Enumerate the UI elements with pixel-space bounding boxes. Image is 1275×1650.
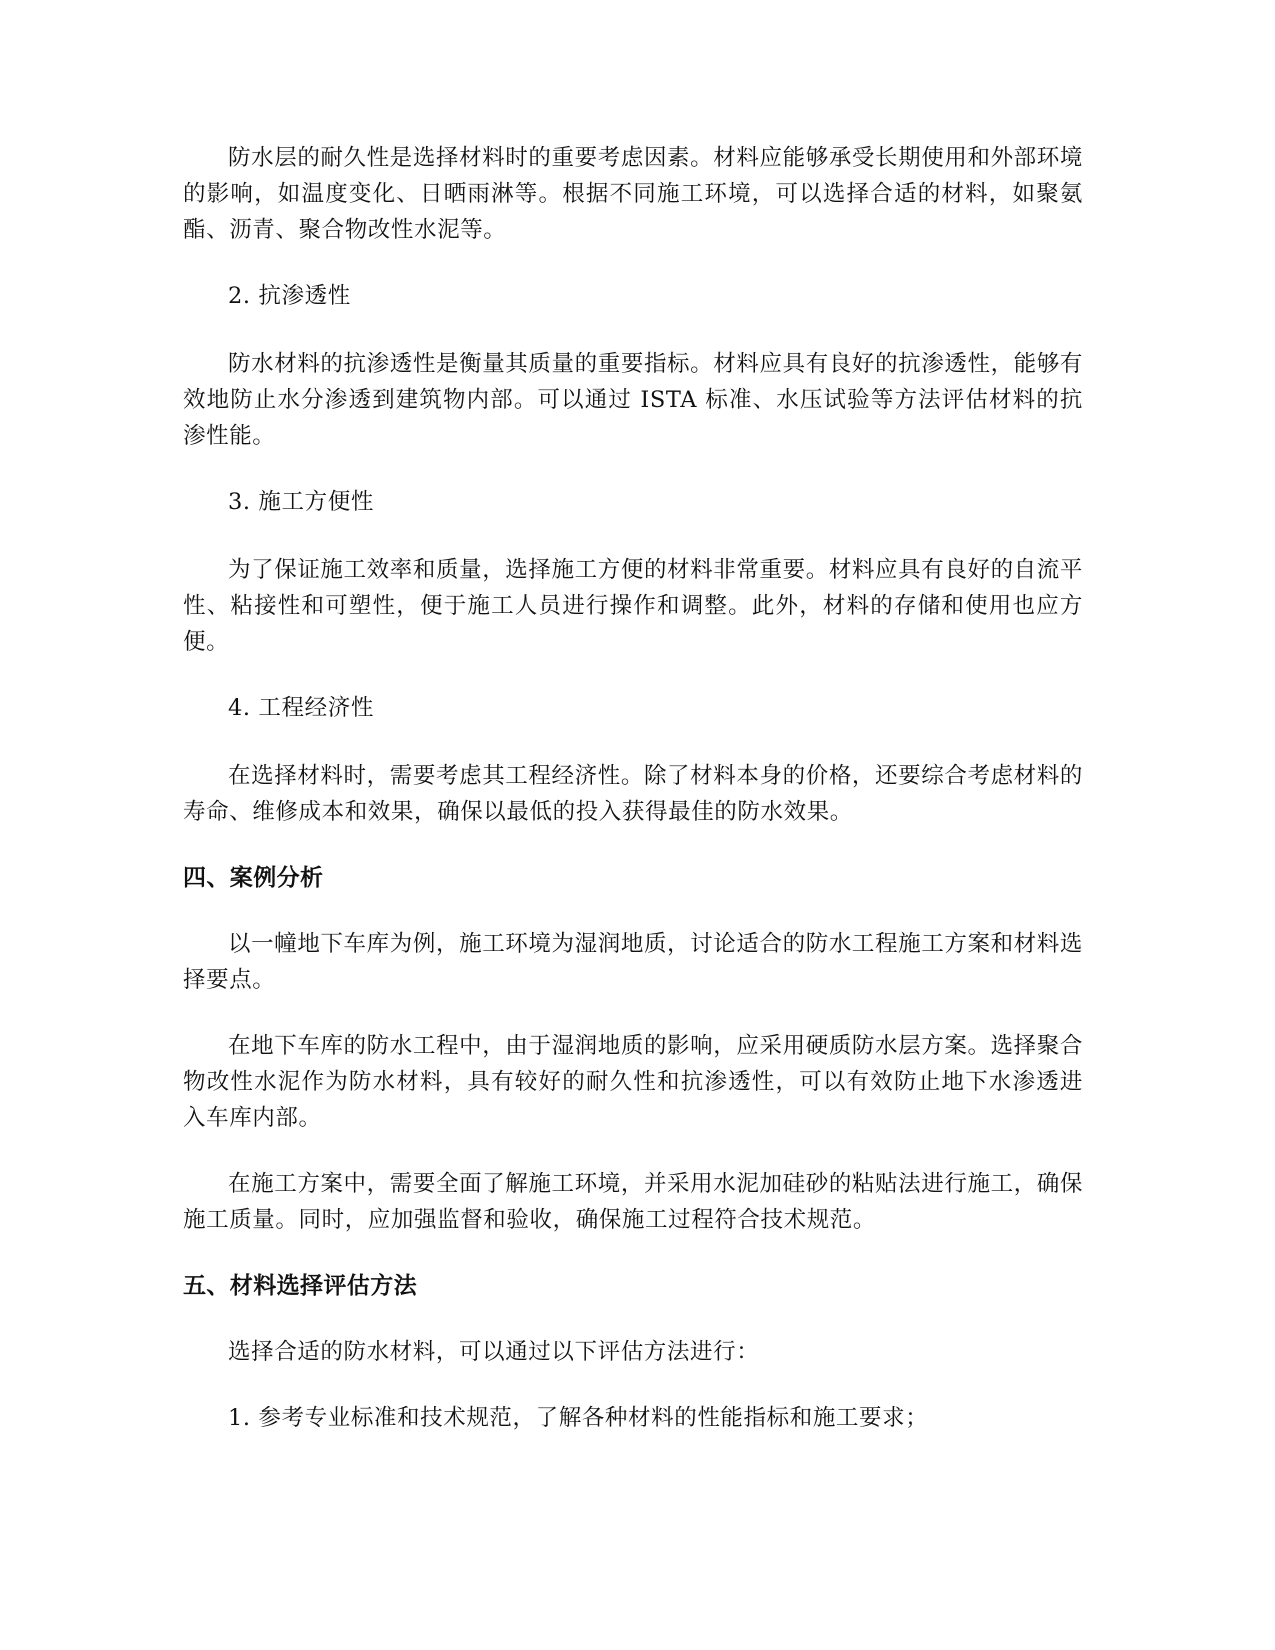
paragraph-construction-convenience: 为了保证施工效率和质量，选择施工方便的材料非常重要。材料应具有良好的自流平性、粘接性和可塑性，便于施工人员进行操作和调整。此外，材料的存储和使用也应方便。 xyxy=(183,557,1083,655)
heading-evaluation-methods: 五、材料选择评估方法 xyxy=(183,1273,417,1299)
document-body xyxy=(183,140,1083,1468)
paragraph-case-material: 在地下车库的防水工程中，由于湿润地质的影响，应采用硬质防水层方案。选择聚合物改性水泥作为防水材料，具有较好的耐久性和抗渗透性，可以有效防止地下水渗透进入车库内部。 xyxy=(183,1033,1083,1131)
paragraph-impermeability: 防水材料的抗渗透性是衡量其质量的重要指标。材料应具有良好的抗渗透性，能够有效地防止水分渗透到建筑物内部。可以通过 ISTA 标准、水压试验等方法评估材料的抗渗性能。 xyxy=(183,351,1083,449)
list-item-construction-convenience: 3. 施工方便性 xyxy=(228,489,374,515)
paragraph-case-construction: 在施工方案中，需要全面了解施工环境，并采用水泥加硅砂的粘贴法进行施工，确保施工质量。同时，应加强监督和验收，确保施工过程符合技术规范。 xyxy=(183,1171,1083,1233)
paragraph-case-intro: 以一幢地下车库为例，施工环境为湿润地质，讨论适合的防水工程施工方案和材料选择要点。 xyxy=(183,931,1083,993)
list-item-impermeability: 2. 抗渗透性 xyxy=(228,283,351,309)
paragraph-durability: 防水层的耐久性是选择材料时的重要考虑因素。材料应能够承受长期使用和外部环境的影响，如温度变化、日晒雨淋等。根据不同施工环境，可以选择合适的材料，如聚氨酯、沥青、聚合物改性水泥等。 xyxy=(183,145,1083,243)
paragraph-economy: 在选择材料时，需要考虑其工程经济性。除了材料本身的价格，还要综合考虑材料的寿命、维修成本和效果，确保以最低的投入获得最佳的防水效果。 xyxy=(183,763,1083,825)
list-item-economy: 4. 工程经济性 xyxy=(228,695,374,721)
heading-case-study: 四、案例分析 xyxy=(183,865,324,891)
list-item-standards: 1. 参考专业标准和技术规范，了解各种材料的性能指标和施工要求； xyxy=(228,1405,929,1431)
paragraph-evaluation-intro: 选择合适的防水材料，可以通过以下评估方法进行： xyxy=(228,1339,760,1365)
